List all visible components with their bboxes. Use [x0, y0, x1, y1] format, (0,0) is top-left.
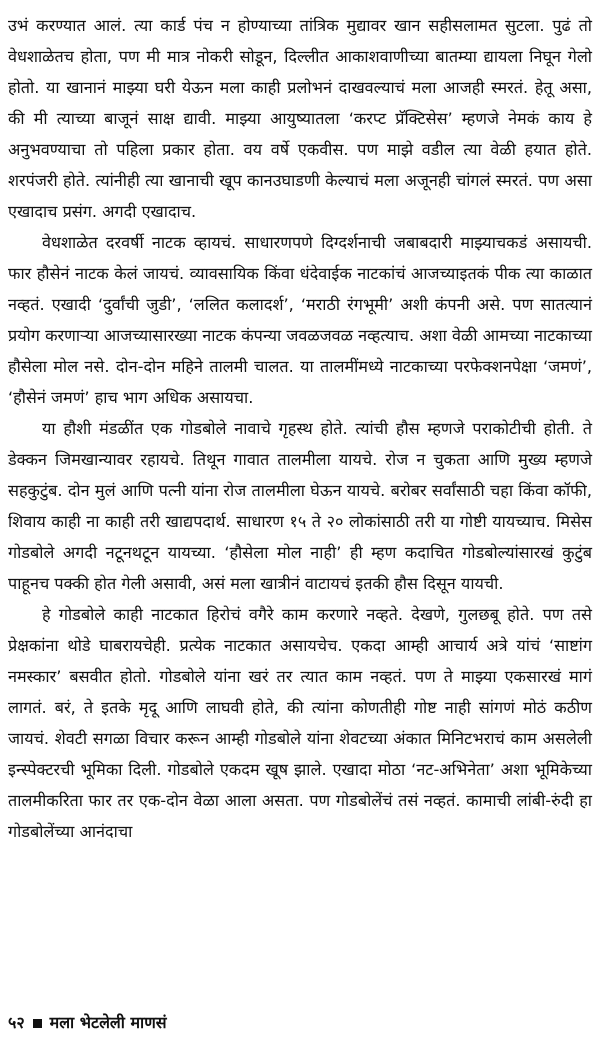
- page-footer: [8, 1010, 167, 1036]
- page-number: ५२: [8, 1013, 25, 1032]
- paragraph-natak: वेधशाळेत दरवर्षी नाटक व्हायचं. साधारणपणे दिग्दर्शनाची जबाबदारी माझ्याचकडं असायची. फार हौसेनं नाटक केलं जायचं. व्यावसायिक किंवा धंदेवाईक नाटकांचं आजच्याइतकं पीक त्या काळात नव्हतं. एखादी ‘दुर्वांची जुडी’, ‘ललित कलादर्श’, ‘मराठी रंगभूमी’ अशी कंपनी असे. पण सातत्यानं प्रयोग करणाऱ्या आजच्यासारख्या नाटक कंपन्या जवळजवळ नव्हत्याच. अशा वेळी आमच्या नाटकाच्या हौसेला मोल नसे. दोन-दोन महिने तालमी चालत. या तालमींमध्ये नाटकाच्या परफेक्शनपेक्षा ‘जमणं’, ‘हौसेनं जमणं’ हाच भाग अधिक असायचा.: [8, 233, 592, 407]
- book-title: मला भेटलेली माणसं: [49, 1013, 167, 1032]
- paragraph-godbole-role: हे गोडबोले काही नाटकात हिरोचं वगैरे काम करणारे नव्हते. देखणे, गुलछबू होते. पण तसे प्रेक्षकांना थोडे घाबरायचेही. प्रत्येक नाटकात असायचेच. एकदा आम्ही आचार्य अत्रे यांचं ‘साष्टांग नमस्कार’ बसवीत होतो. गोडबोले यांना खरं तर त्यात काम नव्हतं. पण ते माझ्या एकसारखं मागं लागतं. बरं, ते इतके मृदू आणि लाघवी होते, की त्यांना कोणतीही गोष्ट नाही सांगणं मोठं कठीण जायचं. शेवटी सगळा विचार करून आम्ही गोडबोले यांना शेवटच्या अंकात मिनिटभराचं काम असलेली इन्स्पेक्टरची भूमिका दिली. गोडबोले एकदम खूष झाले. एखादा मोठा ‘नट-अभिनेता’ अशा भूमिकेच्या तालमीकरिता फार तर एक-दोन वेळा आला असता. पण गोडबोलेंचं तसं नव्हतं. कामाची लांबी-रुंदी हा गोडबोलेंच्या आनंदाचा: [8, 605, 592, 841]
- square-bullet-icon: [33, 1019, 42, 1028]
- paragraph-continued: उभं करण्यात आलं. त्या कार्ड पंच न होण्याच्या तांत्रिक मुद्यावर खान सहीसलामत सुटला. पुढं तो वेधशाळेतच होता, पण मी मात्र नोकरी सोडून, दिल्लीत आकाशवाणीच्या बातम्या द्यायला निघून गेलो होतो. या खानानं माझ्या घरी येऊन मला काही प्रलोभनं दाखवल्याचं मला आजही स्मरतं. हेतू असा, की मी त्याच्या बाजूनं साक्ष द्यावी. माझ्या आयुष्यातला ‘करप्ट प्रॅक्टिसेस’ म्हणजे नेमकं काय हे अनुभवण्याचा तो पहिला प्रकार होता. वय वर्षे एकवीस. पण माझे वडील त्या वेळी हयात होते. शरपंजरी होते. त्यांनीही त्या खानाची खूप कानउघाडणी केल्याचं मला अजूनही चांगलं स्मरतं. पण असा एखादाच प्रसंग. अगदी एखादाच.: [8, 16, 592, 221]
- paragraph-godbole-intro: या हौशी मंडळींत एक गोडबोले नावाचे गृहस्थ होते. त्यांची हौस म्हणजे पराकोटीची होती. ते डेक्कन जिमखान्यावर रहायचे. तिथून गावात तालमीला यायचे. रोज न चुकता आणि मुख्य म्हणजे सहकुटुंब. दोन मुलं आणि पत्नी यांना रोज तालमीला घेऊन यायचे. बरोबर सर्वांसाठी चहा किंवा कॉफी, शिवाय काही ना काही तरी खाद्यपदार्थ. साधारण १५ ते २० लोकांसाठी तरी या गोष्टी यायच्याच. मिसेस गोडबोले अगदी नटूनथटून यायच्या. ‘हौसेला मोल नाही’ ही म्हण कदाचित गोडबोल्यांसारखं कुटुंब पाहूनच पक्की होत गेली असावी, असं मला खात्रीनं वाटायचं इतकी हौस दिसून यायची.: [8, 419, 592, 593]
- page-body: [8, 10, 592, 847]
